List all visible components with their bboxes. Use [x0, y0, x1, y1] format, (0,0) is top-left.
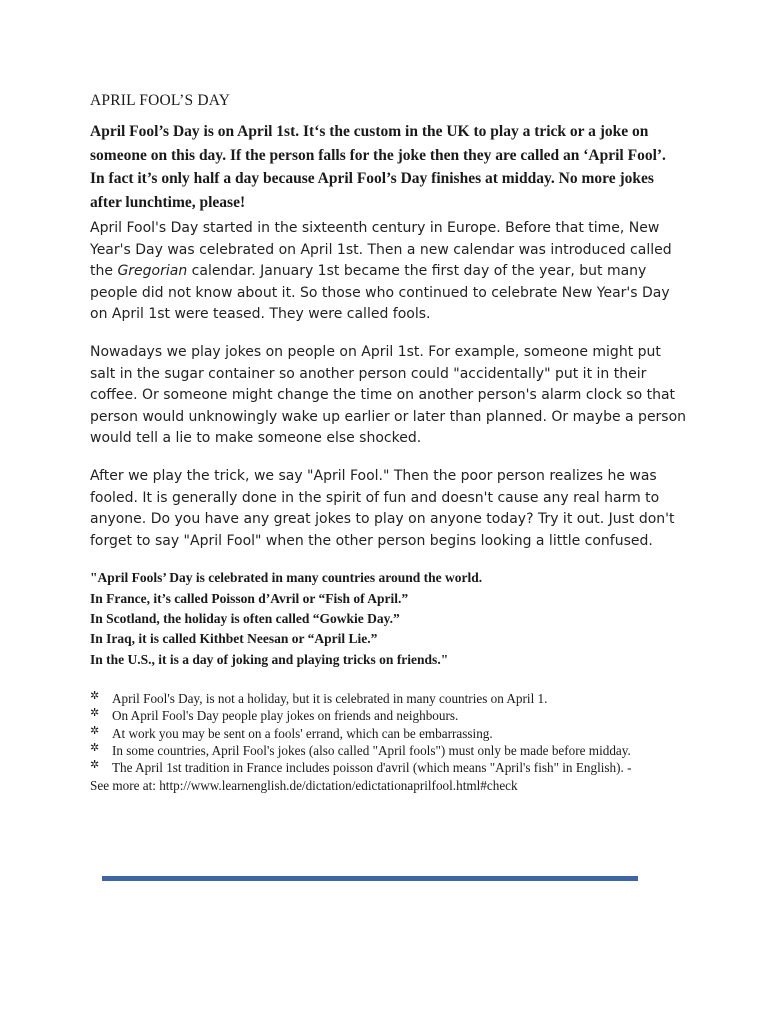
quote-line: In Iraq, it is called Kithbet Neesan or “April Lie.”: [90, 631, 378, 647]
countries-quote: [90, 568, 690, 669]
star-bullet-icon: ✲: [90, 707, 100, 720]
document-page: [90, 92, 690, 794]
after-trick-paragraph: After we play the trick, we say "April Fool." Then the poor person realizes he was fooled. It is generally done in the spirit of fun and doesn't cause any real harm to anyone. Do you have any great jokes to play on anyone today? Try it out. Just don't forget to say "April Fool" when the other person begins looking a little confused.: [90, 467, 675, 549]
facts-list: [90, 690, 650, 794]
list-item: [90, 707, 650, 724]
history-text-start: April Fool's Day started in the sixteenth century in Europe. Before that time, New Year's Day was celebrated on April 1st. Then a new calendar was introduced called the: [90, 220, 672, 280]
footer-divider: [102, 876, 638, 881]
star-bullet-icon: ✲: [90, 742, 100, 755]
star-bullet-icon: ✲: [90, 759, 100, 772]
quote-line: In the U.S., it is a day of joking and playing tricks on friends.": [90, 651, 449, 667]
list-item: [90, 725, 650, 742]
star-bullet-icon: ✲: [90, 724, 100, 737]
intro-paragraph: April Fool’s Day is on April 1st. It‘s the custom in the UK to play a trick or a joke on someone on this day. If the person falls for the joke then they are called an ‘April Fool’. In fact it’s only half a day because April Fool’s Day finishes at midday. No more jokes after lunchtime, please!: [90, 123, 666, 211]
list-item-text: The April 1st tradition in France includes poisson d'avril (which means "April's fish" in English). - See more at: http://www.learnenglish.de/dictation/edictationaprilfool.html#check: [90, 760, 632, 793]
list-item-text: April Fool's Day, is not a holiday, but it is celebrated in many countries on April 1.: [112, 690, 548, 706]
gregorian-term: Gregorian: [117, 263, 188, 280]
history-text-end: calendar. January 1st became the first day of the year, but many people did not know about it. So those who continued to celebrate New Year's Day on April 1st were teased. They were called fools.: [90, 263, 670, 323]
star-bullet-icon: ✲: [90, 689, 100, 702]
list-item: [90, 742, 650, 759]
list-item-text: In some countries, April Fool's jokes (also called "April fools") must only be made before midday.: [112, 743, 631, 759]
quote-line: In France, it’s called Poisson d’Avril or “Fish of April.”: [90, 590, 409, 606]
list-item-text: On April Fool's Day people play jokes on friends and neighbours.: [112, 708, 459, 724]
list-item: [90, 690, 650, 707]
nowadays-paragraph: Nowadays we play jokes on people on April 1st. For example, someone might put salt in the sugar container so another person could "accidentally" put it in their coffee. Or someone might change the time on another person's alarm clock so that person would unknowingly wake up earlier or later than planned. Or maybe a person would tell a lie to make someone else shocked.: [90, 343, 687, 447]
document-title: APRIL FOOL’S DAY: [90, 92, 231, 109]
list-item-text: At work you may be sent on a fools' errand, which can be embarrassing.: [112, 725, 493, 741]
list-item: [90, 759, 650, 794]
history-paragraph: [90, 218, 690, 326]
quote-line: "April Fools’ Day is celebrated in many countries around the world.: [90, 570, 483, 586]
quote-line: In Scotland, the holiday is often called “Gowkie Day.”: [90, 610, 400, 626]
